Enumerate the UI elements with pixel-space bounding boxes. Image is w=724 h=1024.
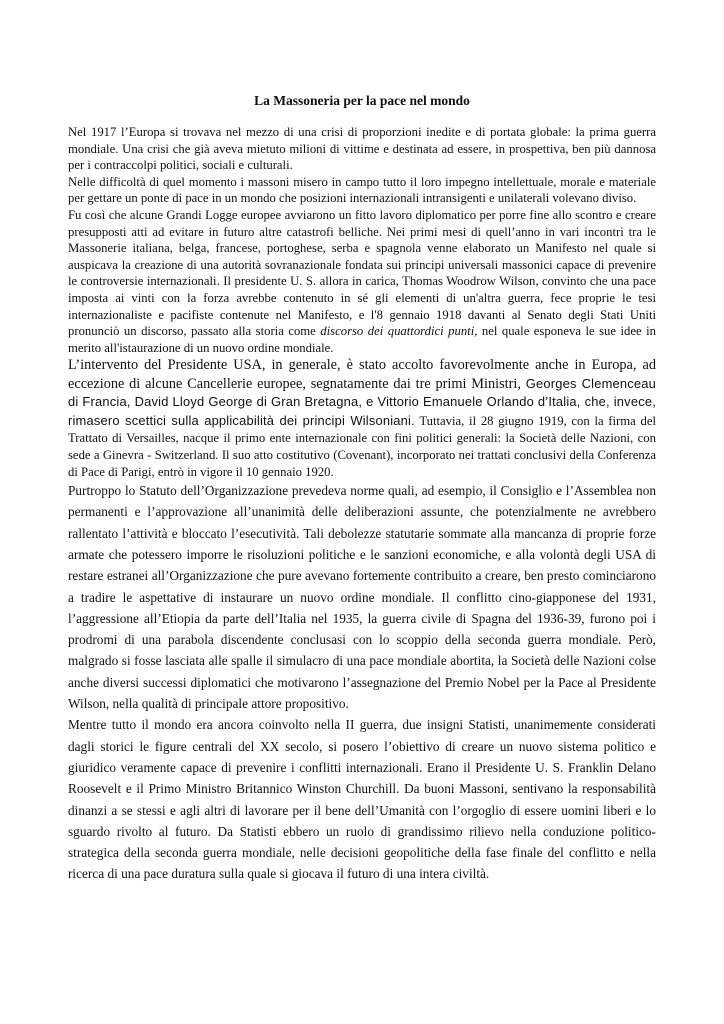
- paragraph-4-text-a: L’intervento del Presidente USA, in generale, è stato accolto favorevolmente anche in Europa, ad eccezione di alcune Cancellerie europee, segnatamente dai tre primi Ministri,: [68, 357, 656, 392]
- document-title: La Massoneria per la pace nel mondo: [254, 93, 470, 108]
- paragraph-4-text-b: Georges Clemenceau di Francia, David Lloyd George di Gran Bretagna, e Vittorio Emanuele Orlando d’Italia, che, invece, rimasero scettici sulla applicabilità dei principi Wilsoniani.: [68, 375, 656, 428]
- paragraph-1: Nel 1917 l’Europa si trovava nel mezzo di una crisi di proporzioni inedite e di portata globale: la prima guerra mondiale. Una crisi che già aveva mietuto milioni di vittime e destinata ad essere, in prospettiva, ben più dannosa per i contraccolpi politici, sociali e culturali.: [68, 125, 656, 173]
- paragraph-4-text-c: Tuttavia, il 28 giugno 1919, con la firma del Trattato di Versailles, nacque il primo ente internazionale con fini politici generali: la Società delle Nazioni, con sede a Ginevra - Switzerland. Il suo atto costitutivo (Covenant), incorporato nei trattati conclusivi della Conferenza di Pace di Parigi, entrò in vigore il 10 gennaio 1920.: [68, 413, 656, 479]
- paragraph-3-text-a: Fu così che alcune Grandi Logge europee avviarono un fitto lavoro diplomatico per porre fine allo scontro e creare presupposti atti ad evitare in futuro altre catastrofi belliche. Nei primi mesi di quell’anno in vari incontri tra le Massonerie italiana, belga, francese, portoghese, serba e spagnola venne elaborato un Manifesto nel quale si auspicava la creazione di una autorità sovranazionale fondata sui principi universali massonici capace di prevenire le controversie internazionali. Il presidente U. S. allora in carica, Thomas Woodrow Wilson, convinto che una pace imposta ai vinti con la forza avrebbe contenuto in sé gli elementi di un'altra guerra, fece proprie le tesi internazionaliste e pacifiste contenute nel Manifesto, e l'8 gennaio 1918 davanti al Senato degli Stati Uniti pronunciò un discorso, passato alla storia come: [68, 207, 656, 339]
- paragraph-3: [68, 207, 656, 356]
- paragraph-2: Nelle difficoltà di quel momento i massoni misero in campo tutto il loro impegno intellettuale, morale e materiale per gettare un ponte di pace in un mondo che posizioni internazionali intransigenti e unilaterali volevano diviso.: [68, 174, 656, 206]
- paragraph-3-text-b: nel quale esponeva le sue idee in merito all'istaurazione di un nuovo ordine mondiale.: [68, 324, 656, 355]
- paragraph-4: [68, 356, 656, 480]
- paragraph-5: Purtroppo lo Statuto dell’Organizzazione prevedeva norme quali, ad esempio, il Consiglio e l’Assemblea non permanenti e l’approvazione all’unanimità delle deliberazioni assunte, che potenzialmente ne avrebbero rallentato l’attività e bloccato l’esecutività. Tali debolezze statutarie sommate alla mancanza di proprie forze armate che potessero imporre le risoluzioni politiche e le sanzioni economiche, e alla volontà degli USA di restare estranei all’Organizzazione che pure avevano fortemente contribuito a creare, ben presto cominciarono a tradire le aspettative di instaurare un nuovo ordine mondiale. Il conflitto cino-giapponese del 1931, l’aggressione all’Etiopia da parte dell’Italia nel 1935, la guerra civile di Spagna del 1936-39, furono poi i prodromi di una parabola discendente conclusasi con lo scoppio della seconda guerra mondiale. Però, malgrado si fosse lasciata alle spalle il simulacro di una pace mondiale abortita, la Società delle Nazioni colse anche diversi successi diplomatici che motivarono l’assegnazione del Premio Nobel per la Pace al Presidente Wilson, nella qualità di principale attore propositivo.: [68, 483, 656, 712]
- paragraph-3-emphasis: discorso dei quattordici punti,: [320, 324, 478, 339]
- document-page: [68, 92, 656, 885]
- paragraph-6: Mentre tutto il mondo era ancora coinvolto nella II guerra, due insigni Statisti, unanimemente considerati dagli storici le figure centrali del XX secolo, si posero l’obiettivo di creare un nuovo sistema politico e giuridico veramente capace di prevenire i conflitti internazionali. Erano il Presidente U. S. Franklin Delano Roosevelt e il Primo Ministro Britannico Winston Churchill. Da buoni Massoni, sentivano la responsabilità dinanzi a se stessi e agli altri di lavorare per il bene dell’Umanità con l’orgoglio di essere uomini liberi e lo sguardo rivolto al futuro. Da Statisti ebbero un ruolo di grandissimo rilievo nella conduzione politico-strategica della seconda guerra mondiale, nelle decisioni geopolitiche della fase finale del conflitto e nella ricerca di una pace duratura sulla quale si giocava il futuro di una intera civiltà.: [68, 717, 656, 882]
